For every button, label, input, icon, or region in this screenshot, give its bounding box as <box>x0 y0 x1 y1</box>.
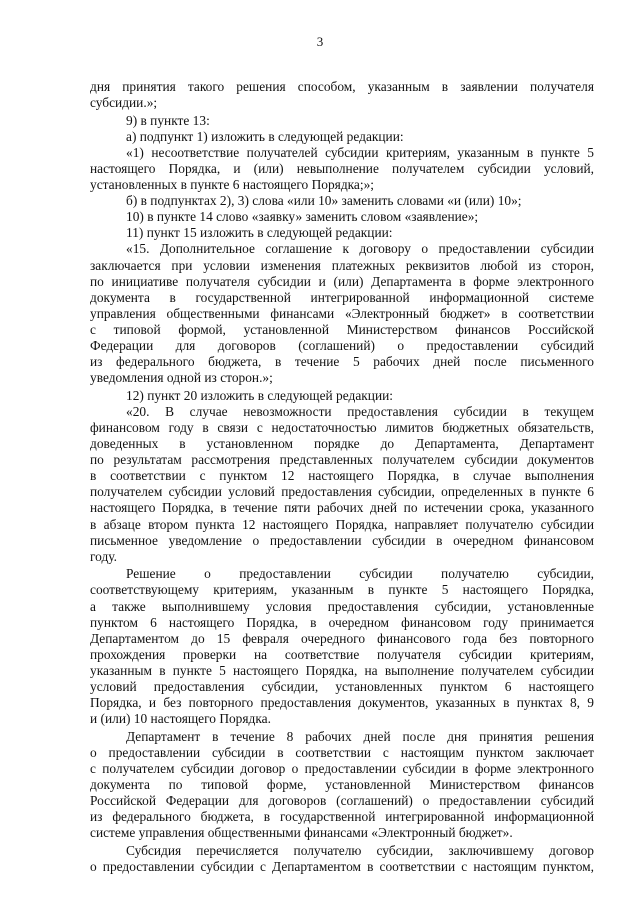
text-line: управления общественными финансами «Электронный бюджет» в соответствии <box>90 305 594 321</box>
text-line: доведенных в установленном порядке до Департамента, Департамент <box>90 436 594 452</box>
text-line: условий предоставления субсидии, установленных пунктом 6 настоящего <box>90 678 594 694</box>
text-line: документа в государственной интегрированной информационной системе <box>90 289 594 305</box>
text-line: прохождения проверки на соответствие получателя субсидии критериям, <box>90 646 594 662</box>
text-line: Порядка, и без повторного предоставления документов, указанных в пунктах 8, 9 <box>90 695 594 711</box>
text-line: пунктом 6 настоящего Порядка, в очередном финансовом году принимается <box>90 614 594 630</box>
text-line: и (или) 10 настоящего Порядка. <box>90 711 271 727</box>
text-line: Субсидия перечисляется получателю субсидии, заключившему договор <box>126 842 594 858</box>
text-line: настоящего Порядка, и (или) невыполнение получателем субсидии условий, <box>90 160 594 176</box>
text-line: заключается при условии изменения платежных реквизитов любой из сторон, <box>90 257 594 273</box>
text-line: по результатам рассмотрения представленных получателем субсидии документов <box>90 452 594 468</box>
text-line: финансовом году в связи с недостаточностью лимитов бюджетных обязательств, <box>90 419 594 435</box>
text-line: «1) несоответствие получателей субсидии критериям, указанным в пункте 5 <box>126 144 594 160</box>
text-line: а также выполнившему условия предоставления субсидии, установленные <box>90 598 594 614</box>
text-line: году. <box>90 548 117 564</box>
text-line: Департаментом до 15 февраля очередного финансового года без повторного <box>90 630 594 646</box>
text-line: «20. В случае невозможности предоставления субсидии в текущем <box>126 403 594 419</box>
text-line: 10) в пункте 14 слово «заявку» заменить словом «заявление»; <box>126 209 479 225</box>
text-line: в соответствии с пунктом 12 настоящего Порядка, в случае выполнения <box>90 468 594 484</box>
text-line: дня принятия такого решения способом, указанным в заявлении получателя <box>90 79 594 94</box>
text-line: по инициативе получателя субсидии и (или) Департамента в форме электронного <box>90 273 594 289</box>
page-number: 3 <box>316 34 324 49</box>
text-line: с получателем субсидии договор о предоставлении субсидии в форме электронного <box>90 760 594 776</box>
text-line: о предоставлении субсидии с Департаментом в соответствии с настоящим пунктом, <box>90 859 594 874</box>
text-line: 9) в пункте 13: <box>126 112 210 128</box>
text-line: Департамент в течение 8 рабочих дней после дня принятия решения <box>126 728 594 744</box>
text-line: 12) пункт 20 изложить в следующей редакции: <box>126 387 394 403</box>
text-line: документа по типовой форме, установленной Министерством финансов <box>90 777 594 793</box>
text-line: субсидии.»; <box>90 95 158 111</box>
text-line: с типовой формой, установленной Министерством финансов Российской <box>90 321 594 337</box>
text-line: а) подпункт 1) изложить в следующей редакции: <box>126 128 404 144</box>
document-body <box>90 79 594 875</box>
text-line: Федерации для договоров (соглашений) о предоставлении субсидий <box>90 338 594 353</box>
text-line: 11) пункт 15 изложить в следующей редакции: <box>126 225 393 241</box>
text-line: Решение о предоставлении субсидии получателю субсидии, <box>126 566 594 582</box>
text-line: уведомления одной из сторон.»; <box>90 370 273 386</box>
text-line: указанным в пункте 5 настоящего Порядка, на выполнение получателем субсидии <box>90 662 594 678</box>
text-line: установленных в пункте 6 настоящего Порядка;»; <box>90 177 375 193</box>
text-line: системе управления общественными финансами «Электронный бюджет». <box>90 825 513 841</box>
text-line: в абзаце втором пункта 12 настоящего Порядка, направляет получателю субсидии <box>90 516 594 532</box>
text-line: б) в подпунктах 2), 3) слова «или 10» заменить словами «и (или) 10»; <box>126 193 522 209</box>
text-line: соответствующему критериям, указанным в пункте 5 настоящего Порядка, <box>90 582 594 598</box>
text-line: из федерального бюджета, в течение 5 рабочих дней после письменного <box>90 354 594 370</box>
text-line: из федерального бюджета, в государственной интегрированной информационной <box>90 809 594 825</box>
text-line: о предоставлении субсидии в соответствии с настоящим пунктом заключает <box>90 744 594 760</box>
text-line: письменное уведомление о предоставлении субсидии в очередном финансовом <box>90 532 594 548</box>
text-line: настоящего Порядка, в течение пяти рабочих дней по истечении срока, указанного <box>90 500 594 516</box>
text-line: получателем субсидии условий предоставления субсидии, определенных в пункте 6 <box>90 484 594 500</box>
text-line: «15. Дополнительное соглашение к договору о предоставлении субсидии <box>126 241 594 257</box>
text-line: Российской Федерации для договоров (соглашений) о предоставлении субсидий <box>90 793 594 809</box>
